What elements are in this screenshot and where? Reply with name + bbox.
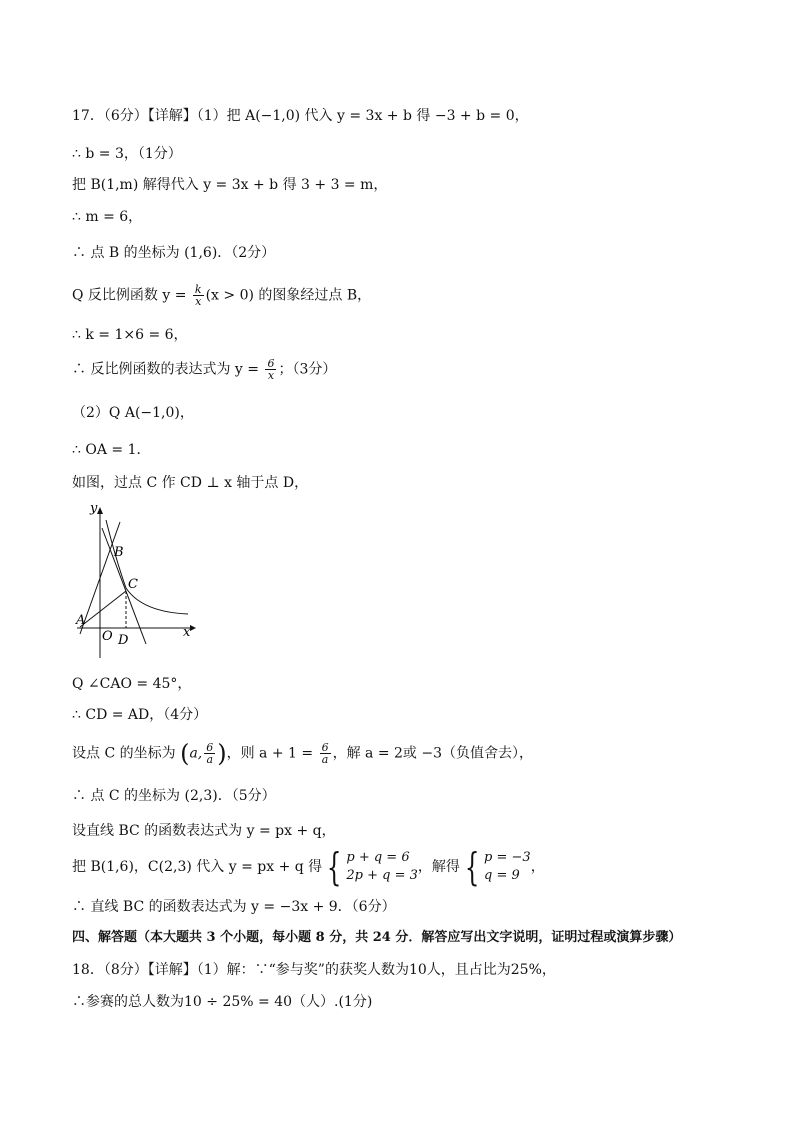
line-18-intro: 18．（8分）【详解】（1）解：∵“参与奖”的获奖人数为10人，且占比为25%， bbox=[72, 962, 556, 978]
section-heading: 四、解答题（本大题共 3 个小题，每小题 8 分，共 24 分．解答应写出文字说明，证明过程或演算步骤） bbox=[72, 930, 682, 945]
y-axis-arrow bbox=[97, 507, 103, 514]
label-o: O bbox=[102, 629, 113, 644]
label-a: A bbox=[76, 613, 86, 628]
line-oa: ∴ OA = 1． bbox=[72, 442, 151, 458]
line-bc-setup: 设直线 BC 的函数表达式为 y = px + q， bbox=[72, 823, 336, 839]
equation-system-1: { p + q = 6 2p + q = 3 bbox=[327, 845, 418, 889]
x-axis-arrow bbox=[190, 625, 196, 631]
fraction-6-over-a: $\frac{6}{a}$ bbox=[206, 741, 214, 766]
line-ac bbox=[80, 591, 126, 627]
fraction-6-over-x: $\frac{6}{x}$ bbox=[267, 357, 275, 382]
line-part-2: （2）Q A(−1,0)， bbox=[72, 405, 194, 421]
line-17-intro: 17．（6分）【详解】（1）把 A(−1,0) 代入 y = 3x + b 得 −3 + b = 0， bbox=[72, 108, 529, 124]
line-inverse-expression: ∴ 反比例函数的表达式为 y = $\frac{6}{x}$ ；（3分） bbox=[72, 357, 337, 382]
line-cd-ad: ∴ CD = AD，（4分） bbox=[72, 707, 208, 723]
line-k-value: ∴ k = 1×6 = 6， bbox=[72, 327, 188, 343]
line-inverse-function: Q 反比例函数 y = $\frac{k}{x}$ (x > 0) 的图象经过点 B， bbox=[72, 283, 372, 308]
line-system: 把 B(1,6)，C(2,3) 代入 y = px + q 得 { p + q = 6 2p + q = 3 ，解得 { p = −3 q = 9 ， bbox=[72, 845, 545, 889]
label-c: C bbox=[128, 577, 138, 592]
line-substitute-b: 把 B(1,m) 解得代入 y = 3x + b 得 3 + 3 = m， bbox=[72, 177, 388, 193]
line-point-c: ∴ 点 C 的坐标为 (2,3)．（5分） bbox=[72, 788, 276, 804]
label-d: D bbox=[118, 633, 129, 648]
line-point-b: ∴ 点 B 的坐标为 (1,6)．（2分） bbox=[72, 245, 276, 261]
equation-system-2: { p = −3 q = 9 bbox=[464, 845, 531, 889]
line-b-value: ∴ b = 3，（1分） bbox=[72, 146, 182, 162]
fraction-6-over-a-2: $\frac{6}{a}$ bbox=[321, 741, 329, 766]
line-bc bbox=[102, 528, 146, 644]
line-total-participants: ∴参赛的总人数为10 ÷ 25% = 40（人）.(1分) bbox=[72, 994, 373, 1010]
label-b: B bbox=[114, 545, 124, 560]
label-y: y bbox=[90, 501, 98, 516]
hyperbola-curve bbox=[106, 520, 188, 614]
line-figure-intro: 如图，过点 C 作 CD ⊥ x 轴于点 D， bbox=[72, 475, 309, 491]
geometry-figure bbox=[72, 500, 202, 665]
label-x: x bbox=[183, 625, 191, 640]
line-bc-expression: ∴ 直线 BC 的函数表达式为 y = −3x + 9．（6分） bbox=[72, 899, 396, 915]
line-point-c-setup: 设点 C 的坐标为 (a, $\frac{6}{a}$ )，则 a + 1 = $\frac{6}{a}$ ，解 a = 2或 −3（负值舍去）， bbox=[72, 739, 534, 768]
fraction-k-over-x: $\frac{k}{x}$ bbox=[194, 283, 202, 308]
line-angle-cao: Q ∠CAO = 45°， bbox=[72, 676, 192, 692]
line-m-value: ∴ m = 6， bbox=[72, 209, 143, 225]
